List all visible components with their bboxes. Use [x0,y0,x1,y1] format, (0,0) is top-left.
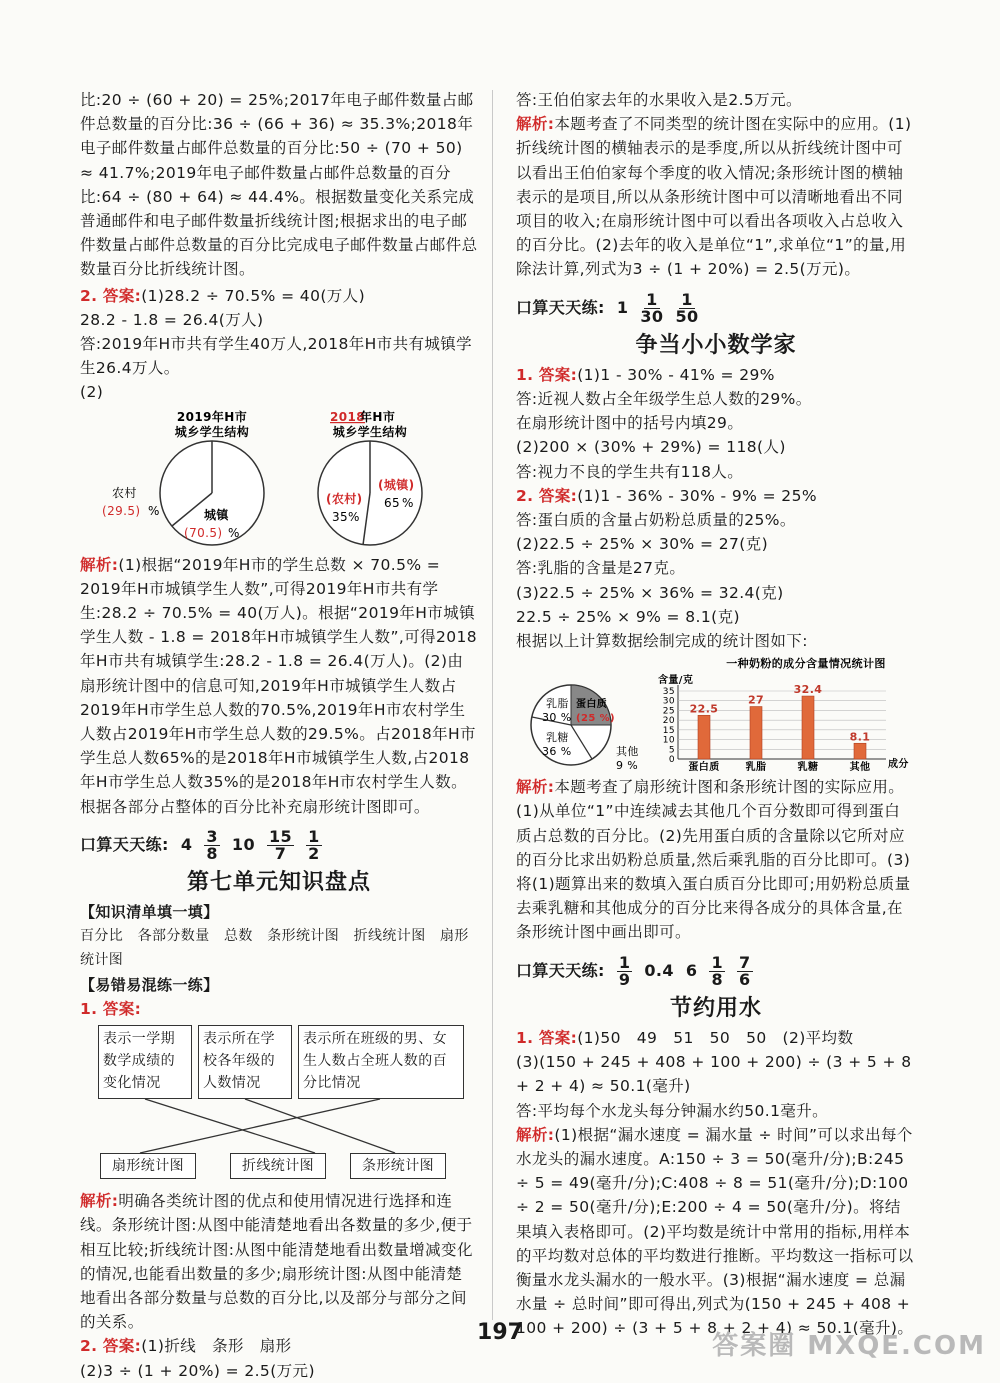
denominator: 8 [206,843,218,863]
pie1-rural-value: (29.5) [102,503,141,518]
question-number: 1. [80,999,98,1018]
denominator: 9 [618,969,631,989]
matching-diagram [80,1025,478,1185]
question-number: 2. [516,486,534,505]
milk-pie-protein-label: 蛋白质 [576,699,608,711]
answer-line: (1)28.2 ÷ 70.5% = 40(万人) [141,286,366,305]
question-number: 2. [80,286,98,305]
daily-label: 口算天天练: [80,835,169,855]
pie1-urban-pct: % [228,525,240,540]
paragraph: 比:20 ÷ (60 + 20) = 25%;2017年电子邮件数量占邮件总数量的百分比:36 ÷ (66 + 36) ≈ 35.3%;2018年电子邮件数量占邮件总数量的百分比:50 ÷ (70 + 50) ≈ 41.7%;2019年电子邮件数量占邮件总数量的百分比:64 ÷ (80 + 64) ≈ 44.4%。根据数量变化关系完成普通邮件和电子邮件数量折线统计图;根据求出的电子邮件数量占邮件总数量的百分比完成电子邮件数量占邮件总数量百分比折线统计图。 [80,91,478,279]
numerator: 7 [739,952,751,972]
fill-heading: 【知识清单填一填】 [80,903,219,922]
answer-line: (2)3 ÷ (1 + 20%) = 2.5(万元) [80,1361,315,1380]
answer-tag: 答案: [538,365,578,384]
analysis-text: (1)根据“漏水速度 = 漏水量 ÷ 时间”可以求出每个水龙头的漏水速度。A:150 ÷ 3 = 50(毫升/分);B:245 ÷ 5 = 49(毫升/分);C:408 ÷ 8 = 51(毫升/分);D:100 ÷ 2 = 50(毫升/分);E:200 ÷ 4 = 50(毫升/分)。将结果填入表格即可。(2)平均数是统计中常用的指标,用样本的平均数对总体的平均数进行推断。平均数这一指标可以衡量水龙头漏水的一般水平。(3)根据“漏水速度 = 总漏水量 ÷ 总时间”即可得出,列式为(150 + 245 + 408 + 100 + 200) ÷ (3 + 5 + 8 + 2 + 4) ≈ 50.1(毫升)。 [516,1125,914,1338]
y-tick-label: 5 [668,745,675,756]
analysis [516,112,916,281]
fill-answers: 百分比 各部分数量 总数 条形统计图 折线统计图 扇形统计图 [80,928,469,969]
pie2-urban-label: (城镇) [378,477,415,492]
question-number: 1. [516,1028,534,1047]
analysis-tag: 解析: [516,778,555,797]
answer-line: 答:蛋白质的含量占奶粉总质量的25%。 [516,511,796,530]
daily-value: 1 [616,298,629,318]
numerator: 3 [206,826,218,846]
numerator: 1 [308,826,320,846]
answer-tag: 答案: [538,486,578,505]
unit-title: 第七单元知识盘点 [186,868,371,895]
denominator: 8 [711,969,723,989]
analysis [516,1123,916,1341]
daily-label: 口算天天练: [516,961,605,981]
pie2-rural-value: 35 [332,509,349,524]
answer-line: (2)200 × (30% + 29%) = 118(人) [516,438,786,457]
fraction [204,826,220,863]
pie1-title-2: 城乡学生结构 [174,424,250,439]
numerator: 1 [618,952,631,972]
pie1-rural-pct: % [148,503,160,518]
numerator: 1 [711,952,723,972]
y-tick-label: 20 [662,716,675,727]
question-number: 1. [516,365,534,384]
fraction [306,826,322,863]
bar-value-label: 22.5 [689,702,719,716]
right-column [516,88,916,1341]
column-divider [492,90,493,1320]
x-tick-label: 蛋白质 [688,762,720,774]
y-tick-label: 30 [662,696,675,707]
analysis-tag: 解析: [80,1192,119,1211]
bar-value-label: 32.4 [793,683,823,697]
pie2-title-year: 2018 [330,409,365,424]
pie1-urban-label: 城镇 [204,507,229,522]
question-2 [516,484,916,508]
y-tick-label: 25 [662,706,675,717]
fraction [267,826,294,863]
milk-pie-fat-value: 30 % [542,711,572,725]
match-box-top: 表示一学期数学成绩的变化情况 [98,1025,192,1099]
numerator: 1 [646,289,658,309]
match-box-bottom: 条形统计图 [350,1153,446,1179]
answer-line: (2)22.5 ÷ 25% × 30% = 27(克) [516,535,769,554]
analysis-text: 本题考查了不同类型的统计图在实际中的应用。(1)折线统计图的横轴表示的是季度,所以从折线统计图中可以看出王伯伯家每个季度的收入情况;条形统计图的横轴表示的是项目,所以从条形统计图中可以清晰地看出不同项目的收入;在扇形统计图中可以看出各项收入占总收入的百分比。(2)去年的收入是单位“1”,求单位“1”的量,用除法计算,列式为3 ÷ (1 + 20%) = 2.5(万元)。 [516,115,912,279]
answer-line: 28.2 - 1.8 = 26.4(万人) [80,310,264,329]
answer-line: 22.5 ÷ 25% × 9% = 8.1(克) [516,607,740,626]
denominator: 7 [274,843,287,863]
daily-value: 10 [231,835,255,855]
part-label: (2) [80,383,104,402]
match-box-bottom: 扇形统计图 [100,1153,196,1179]
match-line [145,1099,315,1153]
match-box-bottom: 折线统计图 [230,1153,326,1179]
bar-layer [663,683,886,773]
answer-line: (3)(150 + 245 + 408 + 100 + 200) ÷ (3 + 5 + 8 + 2 + 4) ≈ 50.1(毫升) [516,1053,912,1096]
page-number: 197 [477,1320,523,1345]
x-tick-label: 其他 [849,762,871,774]
answer-line: 答:乳脂的含量是27克。 [516,559,686,578]
answer-line: 答:平均每个水龙头每分钟漏水约50.1毫升。 [516,1101,829,1120]
chart-title: 一种奶粉的成分含量情况统计图 [726,657,886,671]
fraction [640,289,664,326]
answer-tag: 答案: [538,1028,578,1047]
daily-value: 6 [685,961,698,981]
denominator: 2 [308,843,320,863]
fraction [737,952,753,989]
answer-tag: 答案: [102,999,142,1018]
question-1 [516,1026,916,1050]
answer-line: (3)22.5 ÷ 25% × 36% = 32.4(克) [516,583,784,602]
question-2 [80,284,478,308]
milk-pie-other-label: 其他 [616,745,639,759]
answer-line: 根据以上计算数据绘制完成的统计图如下: [516,632,808,651]
milk-pie-sugar-value: 36 % [542,745,572,759]
analysis [80,553,478,819]
answer-line: 答:视力不良的学生共有118人。 [516,462,744,481]
x-tick-label: 乳糖 [797,762,819,774]
bar-value-label: 27 [747,693,765,707]
analysis [516,775,916,944]
daily-practice [516,952,916,989]
answer-line: 答:近视人数占全年级学生总人数的29%。 [516,390,812,409]
milk-charts-svg [516,655,916,773]
x-tick-label: 乳脂 [745,762,767,774]
daily-label: 口算天天练: [516,298,605,318]
bar-value-label: 8.1 [849,730,871,744]
daily-value: 4 [180,835,193,855]
fraction [709,952,725,989]
analysis [80,1189,478,1334]
milk-pie-protein-value: (25 %) [576,713,615,725]
analysis-tag: 解析: [516,115,555,134]
answer-line: (1)1 - 36% - 30% - 9% = 25% [577,486,817,505]
fraction [617,952,633,989]
answer-line: 在扇形统计图中的括号内填29。 [516,414,744,433]
question-1 [516,363,916,387]
analysis-text: 明确各类统计图的优点和使用情况进行选择和连线。条形统计图:从图中能清楚地看出各数量的多少,便于相互比较;折线统计图:从图中能清楚地看出数量增减变化的情况,也能看出数量的多少;扇形统计图:从图中能清楚地看出各部分数量与总数的百分比,以及部分与部分之间的关系。 [80,1192,473,1332]
milk-pie-sugar-label: 乳糖 [546,731,569,745]
left-column [80,88,478,1383]
pie2-urban-pct: % [402,495,414,510]
analysis-tag: 解析: [80,555,119,574]
answer-tag: 答案: [102,1337,142,1356]
numerator: 1 [681,289,693,309]
pie-charts [80,409,478,549]
pie2-rural-label: (农村) [326,491,363,506]
y-axis-label: 含量/克 [658,675,694,687]
pie2-urban-value: 65 [384,495,401,510]
daily-value: 0.4 [644,961,674,981]
answer-line: (1)折线 条形 扇形 [141,1337,292,1356]
bar [854,744,866,760]
fraction [675,289,699,326]
y-tick-label: 10 [662,735,675,746]
denominator: 30 [640,306,664,326]
analysis-tag: 解析: [516,1125,555,1144]
match-line [245,1099,395,1153]
milk-charts [516,655,916,773]
milk-pie-fat-label: 乳脂 [546,697,569,711]
match-box-top: 表示所在学校各年级的人数情况 [198,1025,292,1099]
bar [698,716,710,760]
question-1 [80,997,478,1021]
pie-charts-svg [80,409,478,549]
pie1-rural-label: 农村 [112,485,137,500]
answer-line: 答:王伯伯家去年的水果收入是2.5万元。 [516,91,802,109]
answer-tag: 答案: [102,286,142,305]
bar [750,707,762,759]
question-number: 2. [80,1337,98,1356]
answer-line: (1)50 49 51 50 50 (2)平均数 [577,1028,854,1047]
answer-line: 答:2019年H市共有学生40万人,2018年H市共有城镇学生26.4万人。 [80,335,473,378]
watermark-logo: 答案圈 MXQE.COM [712,1331,986,1361]
daily-practice [80,826,478,863]
daily-practice [516,289,916,326]
pie1-urban-value: (70.5) [184,525,223,540]
section-title: 争当小小数学家 [635,331,797,358]
y-tick-label: 15 [662,726,675,737]
y-tick-label: 0 [668,755,675,766]
analysis-text: (1)根据“2019年H市的学生总数 × 70.5% = 2019年H市城镇学生人数”,可得2019年H市共有学生:28.2 ÷ 70.5% = 40(万人)。根据“2019年H市城镇学生人数 - 1.8 = 2018年H市城镇学生人数”,可得2018年H市共有城镇学生:28.2 - 1.8 = 26.4(万人)。(2)由扇形统计图中的信息可知,2019年H市城镇学生人数占2019年H市学生总人数的70.5%,2019年H市农村学生人数占2019年H市学生总人数的29.5%。占2018年H市学生总人数65%的是2018年H市城镇学生人数,占2018年H市学生总人数35%的是2018年H市农村学生人数。根据各部分占整体的百分比补充扇形统计图即可。 [80,555,478,816]
mix-heading: 【易错易混练一练】 [80,975,219,994]
numerator: 15 [268,826,293,846]
answer-line: (1)1 - 30% - 41% = 29% [577,365,775,384]
denominator: 6 [739,969,751,989]
match-box-top: 表示所在班级的男、女生人数占全班人数的百分比情况 [298,1025,464,1099]
section-title: 节约用水 [669,994,762,1021]
y-tick-label: 35 [662,687,675,698]
pie2-title-2: 城乡学生结构 [332,424,408,439]
denominator: 50 [675,306,699,326]
pie2-rural-pct: % [348,509,360,524]
pie2-title-1: 年H市 [360,409,396,424]
analysis-text: 本题考查了扇形统计图和条形统计图的实际应用。(1)从单位“1”中连续减去其他几个百分数即可得到蛋白质占总数的百分比。(2)先用蛋白质的含量除以它所对应的百分比求出奶粉总质量,然后乘乳脂的百分比即可。(3)将(1)题算出来的数填入蛋白质百分比即可;用奶粉总质量去乘乳糖和其他成分的百分比来得各成分的具体含量,在条形统计图中画出即可。 [516,778,911,942]
x-axis-label: 成分 [888,759,909,771]
bar [802,696,814,759]
pie1-title-1: 2019年H市 [176,409,248,424]
match-line [140,1099,380,1153]
milk-pie-other-value: 9 % [616,759,639,773]
